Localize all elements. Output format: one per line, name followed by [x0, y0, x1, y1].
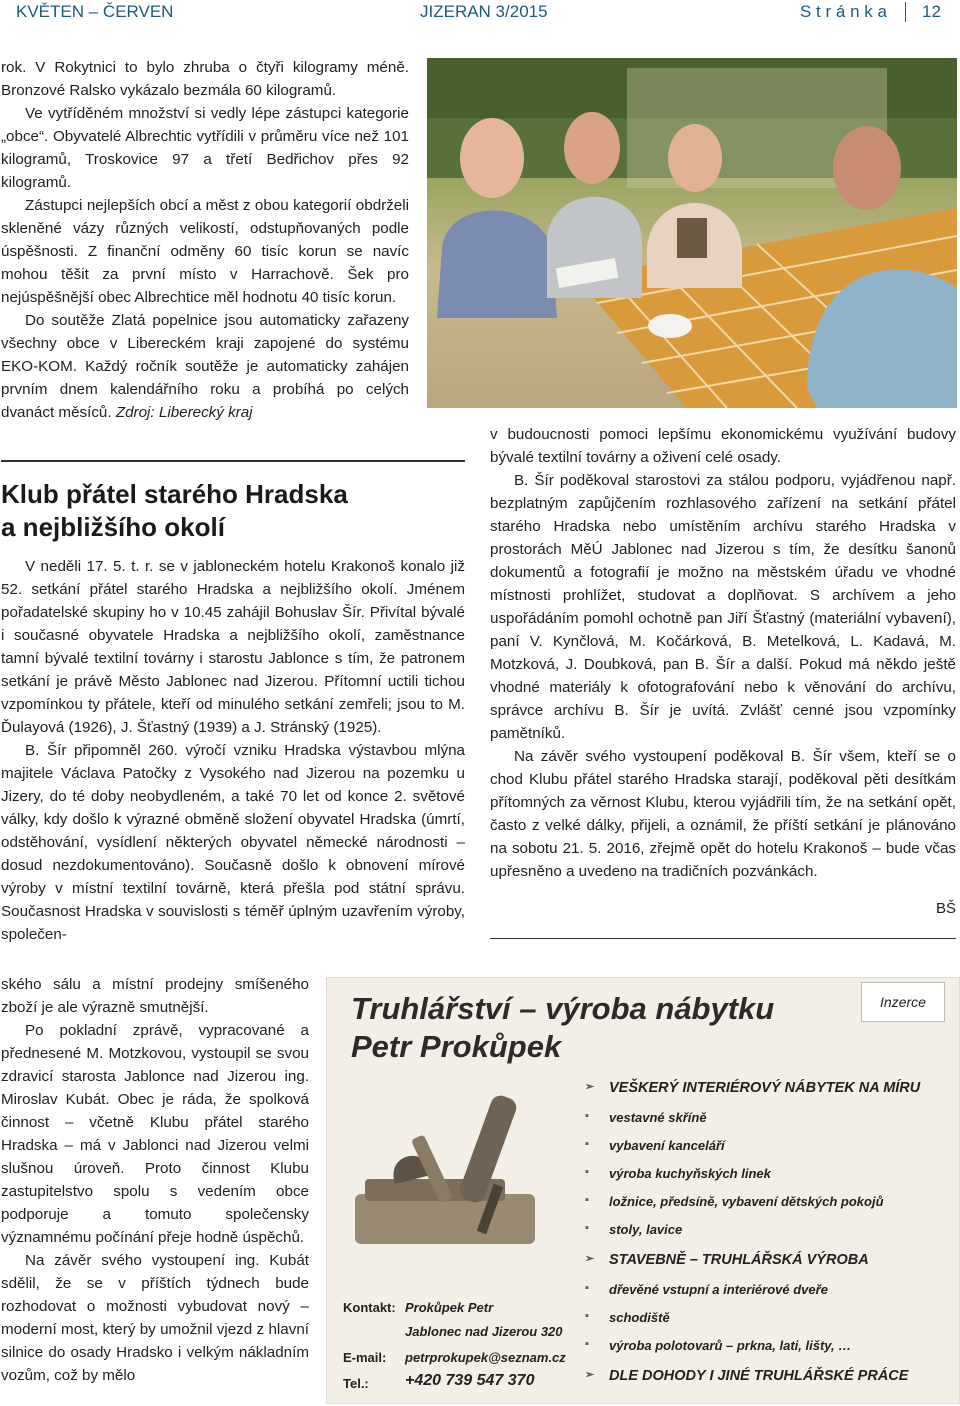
ad-service-label: vybavení kanceláří	[609, 1138, 725, 1153]
source-credit: Zdroj: Liberecký kraj	[115, 404, 253, 421]
paragraph: v budoucnosti pomoci lepšímu ekonomickému využívání budovy bývalé textilní továrny a oživení celé osady.	[490, 426, 956, 466]
paragraph: B. Šír připomněl 260. výročí vzniku Hradska výstavbou mlýna majitele Václava Patočky z Vysokého nad Jizerou na pozemku u Jizery, do té doby neobydleném, a také 70 let od konce 2. světové války, kdy došlo k výrazné obměně složení obyvatel Hradska (úmrtí, odstěhování, vysídlení některých obyvatel německé národnosti – dosud nezdokumentováno). Současně došlo k obnovení mírové výroby v místní textilní továrně, která přešla pod státní správu. Současnost Hradska v souvislosti s téměř úplným uzavřením výroby, společen-	[1, 742, 465, 943]
ad-title	[351, 990, 774, 1066]
paragraph-text: Do soutěže Zlatá popelnice jsou automaticky zařazeny všechny obce v Libereckém kraji zapojené do systému EKO-KOM. Každý ročník soutěže je automaticky zahájen prvním dnem kalendářního roku a probíhá po celých dvanáct měsíců.	[1, 312, 409, 421]
ad-service-label: schodiště	[609, 1310, 670, 1325]
contact-phone: +420 739 547 370	[405, 1372, 535, 1389]
page-header	[0, 0, 960, 26]
ad-service-label: vestavné skříně	[609, 1110, 707, 1125]
arrow-bullet-icon: ➢	[585, 1253, 595, 1265]
ad-service-label: VEŠKERÝ INTERIÉROVÝ NÁBYTEK NA MÍRU	[609, 1080, 921, 1096]
paragraph	[1, 309, 409, 424]
author-signature: BŠ	[935, 900, 956, 917]
title-line: a nejbližšího okolí	[1, 512, 225, 542]
ad-service-item	[585, 1166, 771, 1181]
paragraph: rok. V Rokytnici to bylo zhruba o čtyři kilogramy méně. Bronzové Ralsko vykázalo bezmála 60 kilogramů.	[1, 59, 409, 99]
paragraph: V neděli 17. 5. t. r. se v jabloneckém hotelu Krakonoš konalo již 52. setkání přátel starého Hradska a nejbližšího okolí. Jménem pořadatelské skupiny ho v 10.45 zahájil Bohuslav Šír. Přivítal bývalé i současné obyvatele Hradska a nejbližšího okolí, zaměstnance tamní bývalé textilní továrny i starostu Jablonce s tím, že patronem setkání je právě Město Jablonec nad Jizerou. Přítomní uctili tichou vzpomínkou ty přátele, kteří od minulého setkání zemřeli; jsou to M. Ďulayová (1926), J. Šťastný (1939) a J. Stránský (1925).	[1, 558, 465, 736]
ad-service-item	[585, 1252, 869, 1268]
ad-badge: Inzerce	[861, 982, 945, 1022]
square-bullet-icon: ▪	[585, 1194, 589, 1206]
square-bullet-icon: ▪	[585, 1310, 589, 1322]
paragraph: Na závěr svého vystoupení ing. Kubát sdělil, že se v příštích týdnech bude rozhodovat o možnosti vybudovat nový – moderní most, který by umožnil vjezd z hlavní silnice do osady Hradsko i velkým nákladním vozům, což by mělo	[1, 1252, 309, 1384]
ad-service-label: stoly, lavice	[609, 1222, 683, 1237]
paragraph: Na závěr svého vystoupení poděkoval B. Šír všem, kteří se o chod Klubu přátel starého Hradska starají, poděkoval pěti desítkám přítomných za věrnost Klubu, kterou vyjádřili tím, že na setkání opět, často z velké dálky, přijeli, a oznámil, že příští setkání je plánováno na sobotu 21. 5. 2016, zřejmě opět do hotelu Krakonoš – bude včas upřesněno a uvedeno na tradičních pozvánkách.	[490, 748, 956, 880]
ad-service-label: ložnice, předsíně, vybavení dětských pokojů	[609, 1194, 884, 1209]
contact-name: Prokůpek Petr	[405, 1300, 494, 1315]
ad-service-item	[585, 1310, 670, 1325]
ad-service-label: výroba polotovarů – prkna, lati, lišty, …	[609, 1338, 852, 1353]
ad-service-label: dřevěné vstupní a interiérové dveře	[609, 1282, 828, 1297]
header-divider	[905, 2, 906, 22]
article-separator	[1, 460, 465, 462]
article-title	[1, 478, 465, 544]
ad-service-item	[585, 1194, 884, 1209]
email-label: E-mail:	[343, 1350, 387, 1365]
advertisement	[326, 977, 960, 1404]
square-bullet-icon: ▪	[585, 1166, 589, 1178]
ad-service-item	[585, 1138, 725, 1153]
header-page-label: S t r á n k a	[800, 2, 887, 21]
square-bullet-icon: ▪	[585, 1338, 589, 1350]
ad-title-line: Truhlářství – výroba nábytku	[351, 991, 775, 1026]
square-bullet-icon: ▪	[585, 1110, 589, 1122]
ad-service-label: STAVEBNĚ – TRUHLÁŘSKÁ VÝROBA	[609, 1252, 869, 1268]
paragraph: B. Šír poděkoval starostovi za stálou podporu, vyjádřenou např. bezplatným zapůjčením rozhlasového zařízení na setkání přátel starého Hradska nebo umístěním archívu starého Hradska v prostorách MěÚ Jablonec nad Jizerou s tím, že desítku šanonů dokumentů a fotografií je možno na městském úřadu ve vhodné místnosti prohlížet, studovat a doplňovat. S archívem a jeho uspořádáním pomohl ochotně pan Jiří Šťastný (materiální vybavení), paní V. Kynčlová, M. Kočárková, B. Metelková, L. Kadavá, M. Motzková, J. Doubková, pan B. Šír a další. Pokud má někdo ještě vhodné materiály k ofotografování nebo k věnování do archívu, správce archívu B. Šír je uvítá. Zvlášť cenné jsou vzpomínky pamětníků.	[490, 472, 956, 742]
paragraph: Po pokladní zprávě, vypracované a přednesené M. Motzkovou, vystoupil se svou zdravicí starosta Jablonce nad Jizerou ing. Miroslav Kubát. Obec je ráda, že spolková činnost – včetně Klubu přátel starého Hradska – má v Jablonci nad Jizerou velmi slušnou úroveň. Proto činnost Klubu zastupitelstvo spolu s vedením obce podporuje a tomuto společensky významnému počínání přeje hodně úspěchů.	[1, 1022, 309, 1246]
ad-service-item	[585, 1222, 682, 1237]
arrow-bullet-icon: ➢	[585, 1081, 595, 1093]
contact-address: Jablonec nad Jizerou 320	[405, 1324, 563, 1339]
woodworking-tools-illustration	[335, 1074, 575, 1274]
article-body-right	[490, 423, 956, 883]
title-line: Klub přátel starého Hradska	[1, 479, 348, 509]
column-separator	[490, 938, 956, 939]
paragraph: Ve vytříděném množství si vedly lépe zástupci kategorie „obce“. Obyvatelé Albrechtic vytřídili v průměru více než 101 kilogramů, Troskovice 97 a třetí Bedřichov přes 92 kilogramů.	[1, 105, 409, 191]
ad-service-label: DLE DOHODY I JINÉ TRUHLÁŘSKÉ PRÁCE	[609, 1368, 909, 1384]
paragraph: Zástupci nejlepších obcí a měst z obou kategorií obdrželi skleněné vázy různých velikostí, odstupňovaných podle úspěšnosti. Z finanční odměny 60 tisíc korun se navíc mohou těšit za první místo v Harrachově. Šek pro nejúspěšnější obec Albrechtice měl hodnotu 40 tisíc korun.	[1, 197, 409, 306]
paragraph: ského sálu a místní prodejny smíšeného zboží je ale výrazně smutnější.	[1, 976, 309, 1016]
header-page-number: 12	[922, 2, 941, 21]
article-body-narrow	[1, 973, 309, 1387]
ad-service-item	[585, 1080, 920, 1096]
header-issue-months: KVĚTEN – ČERVEN	[16, 2, 174, 21]
ad-service-item	[585, 1110, 707, 1125]
contact-email: petrprokupek@seznam.cz	[405, 1350, 566, 1365]
square-bullet-icon: ▪	[585, 1138, 589, 1150]
previous-article-text	[1, 56, 409, 424]
article-body-left	[1, 555, 465, 946]
ad-service-item	[585, 1368, 908, 1384]
phone-label: Tel.:	[343, 1376, 369, 1391]
ad-title-line: Petr Prokůpek	[351, 1029, 562, 1064]
arrow-bullet-icon: ➢	[585, 1369, 595, 1381]
ad-service-item	[585, 1282, 828, 1297]
square-bullet-icon: ▪	[585, 1222, 589, 1234]
header-magazine: JIZERAN 3/2015	[420, 2, 548, 21]
ad-service-item	[585, 1338, 851, 1353]
event-photo	[427, 58, 957, 408]
photo-illustration	[427, 58, 957, 408]
ad-service-label: výroba kuchyňských linek	[609, 1166, 771, 1181]
square-bullet-icon: ▪	[585, 1282, 589, 1294]
contact-label: Kontakt:	[343, 1300, 396, 1315]
